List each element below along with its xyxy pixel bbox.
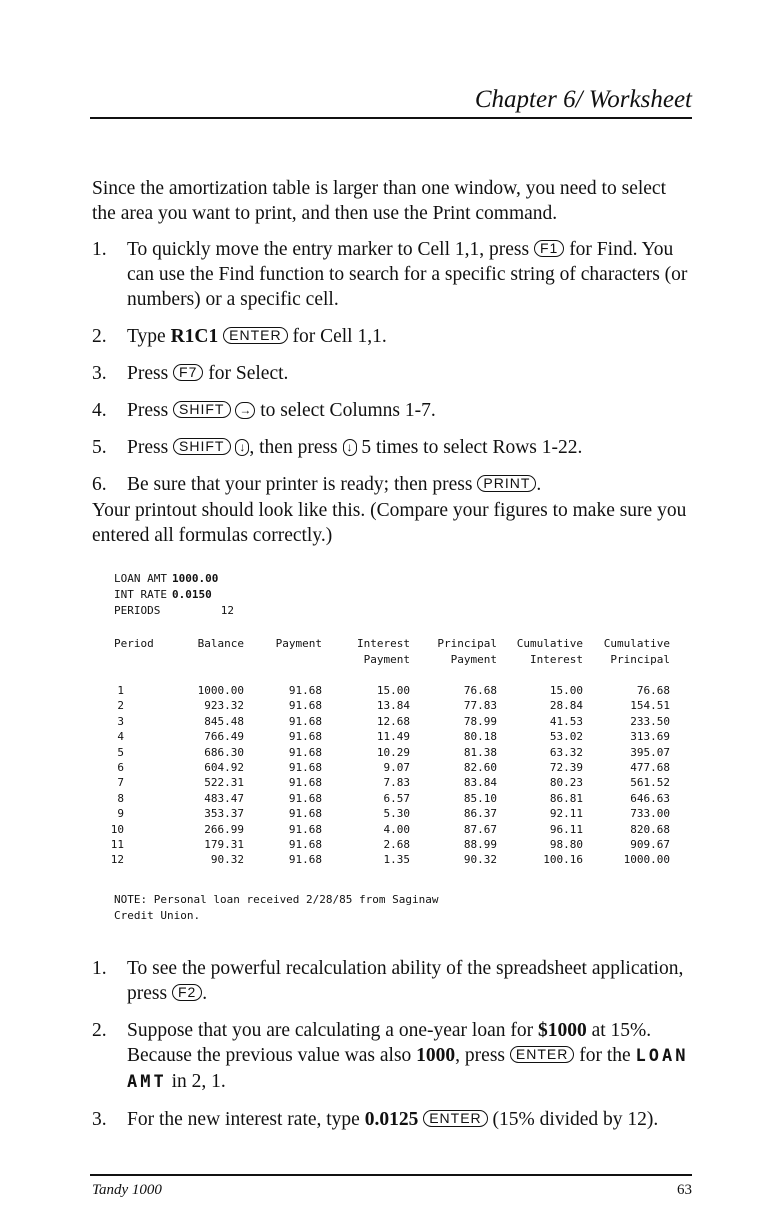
param-value: 12	[220, 604, 234, 617]
table-cell: 91.68	[288, 745, 322, 759]
table-cell: 179.31	[204, 838, 244, 851]
step-text: For the new interest rate, type	[127, 1109, 365, 1130]
column-header: Payment	[363, 653, 410, 666]
table-cell: 266.99	[204, 822, 244, 836]
table-cell: 100.16	[543, 853, 583, 867]
column-header: Cumulative	[516, 637, 583, 650]
table-cell: 909.67	[630, 838, 670, 851]
step-text: , press	[455, 1045, 510, 1066]
column-header: Interest	[530, 653, 583, 666]
step-text: Press	[127, 363, 174, 384]
table-cell: 90.32	[210, 853, 244, 867]
step-number: 1.	[92, 239, 107, 260]
table-cell: 561.52	[630, 776, 670, 790]
column-header: Principal	[610, 653, 670, 666]
table-cell: 28.84	[549, 699, 583, 713]
step-number: 1.	[92, 958, 107, 979]
table-cell: 91.68	[288, 714, 322, 728]
table-cell: 91.68	[288, 684, 322, 697]
cell-reference: R1C1	[170, 326, 219, 347]
table-cell: 11.49	[376, 730, 410, 744]
table-cell: 686.30	[204, 745, 244, 759]
step-text: To quickly move the entry marker to Cell 1,1, press	[127, 239, 534, 260]
step-text: .	[536, 474, 542, 495]
table-cell: 15.00	[549, 684, 583, 697]
table-cell: 483.47	[204, 791, 244, 805]
table-cell: 820.68	[630, 822, 670, 836]
step-number: 4.	[92, 400, 107, 421]
table-cell: 5.30	[383, 807, 410, 821]
column-header: Payment	[450, 653, 497, 666]
table-cell: 2.68	[383, 838, 410, 851]
table-cell: 9	[117, 807, 124, 821]
table-cell: 91.68	[288, 807, 322, 821]
printout-note: NOTE: Personal loan received 2/28/85 from Saginaw	[114, 893, 439, 906]
table-cell: 4.00	[383, 822, 410, 836]
previous-value: 1000	[416, 1045, 456, 1066]
interest-rate-value: 0.0125	[364, 1109, 419, 1130]
table-cell: 83.84	[463, 776, 497, 790]
step-text: to select Columns 1-7.	[255, 400, 436, 421]
table-cell: 91.68	[288, 822, 322, 836]
step-text: Press	[127, 400, 174, 421]
table-cell: 1	[117, 684, 124, 697]
table-cell: 87.67	[463, 822, 497, 836]
list-item	[92, 1018, 692, 1095]
instruction-list-recalc	[92, 956, 692, 1132]
enter-key-icon: ENTER	[223, 327, 287, 344]
step-text: Type	[127, 326, 171, 347]
f1-key-icon: F1	[534, 240, 564, 257]
table-cell: 3	[117, 714, 124, 728]
param-label: PERIODS	[114, 604, 161, 617]
step-text: in 2, 1.	[166, 1071, 226, 1092]
table-cell: 85.10	[463, 791, 497, 805]
table-cell: 522.31	[204, 776, 244, 790]
step-text: To see the powerful recalculation ability of the spreadsheet application, press	[127, 958, 684, 1004]
table-cell: 11	[110, 838, 124, 851]
table-cell: 7	[117, 776, 124, 790]
table-cell: 78.99	[463, 714, 497, 728]
right-arrow-key-icon: →	[235, 402, 255, 419]
table-cell: 604.92	[204, 761, 244, 774]
param-value: 1000.00	[172, 572, 219, 585]
printout-intro: Your printout should look like this. (Compare your figures to make sure you entered all formulas correctly.)	[92, 500, 687, 546]
footer-title: Tandy 1000	[92, 1182, 162, 1198]
print-key-icon: PRINT	[477, 475, 536, 492]
list-item	[92, 324, 692, 349]
list-item	[92, 956, 692, 1006]
list-item	[92, 472, 692, 497]
step-text: , then press	[249, 437, 343, 458]
table-cell: 91.68	[288, 761, 322, 774]
table-cell: 80.23	[549, 776, 583, 790]
column-header: Payment	[275, 637, 322, 650]
table-cell: 6.57	[383, 791, 410, 805]
table-cell: 90.32	[463, 853, 497, 867]
step-text: Press	[127, 437, 174, 458]
f2-key-icon: F2	[172, 984, 202, 1001]
shift-key-icon: SHIFT	[173, 401, 230, 418]
step-text: for Cell 1,1.	[287, 326, 387, 347]
table-cell: 15.00	[376, 684, 410, 697]
step-text: at 15%. Because the previous value was also	[127, 1020, 652, 1066]
step-text: .	[202, 983, 208, 1004]
list-item	[92, 1107, 692, 1132]
step-text: for the	[574, 1045, 636, 1066]
param-label: INT RATE	[114, 588, 167, 601]
list-item	[92, 237, 692, 312]
enter-key-icon: ENTER	[510, 1046, 574, 1063]
table-cell: 12.68	[376, 714, 410, 728]
table-cell: 91.68	[288, 776, 322, 790]
table-cell: 733.00	[630, 807, 670, 821]
table-cell: 91.68	[288, 853, 322, 867]
step-text: for Select.	[203, 363, 289, 384]
table-cell: 86.37	[463, 807, 497, 821]
down-arrow-key-icon: ↓	[235, 439, 249, 456]
table-cell: 77.83	[463, 699, 497, 713]
table-cell: 92.11	[549, 807, 583, 821]
table-cell: 91.68	[288, 791, 322, 805]
table-cell: 63.32	[549, 745, 583, 759]
column-header: Principal	[437, 637, 497, 650]
step-text: 5 times to select Rows 1-22.	[356, 437, 583, 458]
footer-rule	[90, 1174, 692, 1176]
param-value: 0.0150	[172, 588, 212, 601]
list-item	[92, 398, 692, 423]
table-cell: 86.81	[549, 791, 583, 805]
step-number: 2.	[92, 326, 107, 347]
table-cell: 82.60	[463, 761, 497, 774]
table-cell: 4	[117, 730, 124, 744]
table-cell: 41.53	[549, 714, 583, 728]
table-cell: 81.38	[463, 745, 497, 759]
table-cell: 10.29	[376, 745, 410, 759]
step-number: 3.	[92, 1109, 107, 1130]
table-cell: 72.39	[549, 761, 583, 774]
step-number: 3.	[92, 363, 107, 384]
table-cell: 923.32	[204, 699, 244, 713]
instruction-list-print	[92, 237, 692, 497]
column-header: Cumulative	[603, 637, 670, 650]
page-number: 63	[677, 1182, 692, 1198]
step-text: (15% divided by 12).	[487, 1109, 659, 1130]
printout-note: Credit Union.	[114, 909, 201, 922]
param-label: LOAN AMT	[114, 572, 167, 585]
loan-amt-label: LOAN AMT	[127, 1046, 689, 1092]
table-cell: 395.07	[630, 745, 670, 759]
table-cell: 91.68	[288, 730, 322, 744]
step-number: 5.	[92, 437, 107, 458]
table-cell: 12	[110, 853, 124, 867]
table-cell: 233.50	[630, 714, 670, 728]
table-cell: 96.11	[549, 822, 583, 836]
step-number: 2.	[92, 1020, 107, 1041]
column-header: Balance	[197, 637, 244, 650]
table-cell: 10	[110, 822, 124, 836]
loan-amount: $1000	[537, 1020, 587, 1041]
table-cell: 6	[117, 761, 124, 774]
table-cell: 8	[117, 791, 124, 805]
table-cell: 845.48	[204, 714, 244, 728]
column-header: Period	[114, 637, 154, 650]
step-text: Be sure that your printer is ready; then press	[127, 474, 478, 495]
table-cell: 9.07	[383, 761, 410, 774]
table-cell: 13.84	[376, 699, 410, 713]
table-cell: 477.68	[630, 761, 670, 774]
table-cell: 766.49	[204, 730, 244, 744]
table-cell: 53.02	[549, 730, 583, 744]
list-item	[92, 361, 692, 386]
intro-paragraph: Since the amortization table is larger than one window, you need to select the area you want to print, and then use the Print command.	[92, 178, 666, 224]
table-cell: 80.18	[463, 730, 497, 744]
table-cell: 91.68	[288, 838, 322, 851]
step-text: for Find. You can use the Find function to search for a specific string of characters (or numbers) or a specific cell.	[127, 239, 688, 310]
table-cell: 2	[117, 699, 124, 713]
column-header: Interest	[357, 637, 410, 650]
f7-key-icon: F7	[173, 364, 203, 381]
down-arrow-key-icon: ↓	[343, 439, 357, 456]
table-cell: 154.51	[630, 699, 670, 713]
header-rule	[90, 117, 692, 119]
table-cell: 353.37	[204, 807, 244, 821]
table-cell: 98.80	[549, 838, 583, 851]
step-text: Suppose that you are calculating a one-year loan for	[127, 1020, 538, 1041]
chapter-header: Chapter 6/ Worksheet	[474, 86, 692, 113]
table-cell: 7.83	[383, 776, 410, 790]
table-cell: 5	[117, 745, 124, 759]
list-item	[92, 435, 692, 460]
table-cell: 76.68	[463, 684, 497, 697]
shift-key-icon: SHIFT	[173, 438, 230, 455]
enter-key-icon: ENTER	[423, 1110, 487, 1127]
table-cell: 1.35	[383, 853, 410, 867]
table-cell: 646.63	[630, 791, 670, 805]
step-number: 6.	[92, 474, 107, 495]
table-cell: 1000.00	[197, 684, 244, 697]
table-cell: 1000.00	[623, 853, 670, 867]
table-cell: 88.99	[463, 838, 497, 851]
table-cell: 76.68	[636, 684, 670, 697]
table-cell: 91.68	[288, 699, 322, 713]
table-cell: 313.69	[630, 730, 670, 744]
